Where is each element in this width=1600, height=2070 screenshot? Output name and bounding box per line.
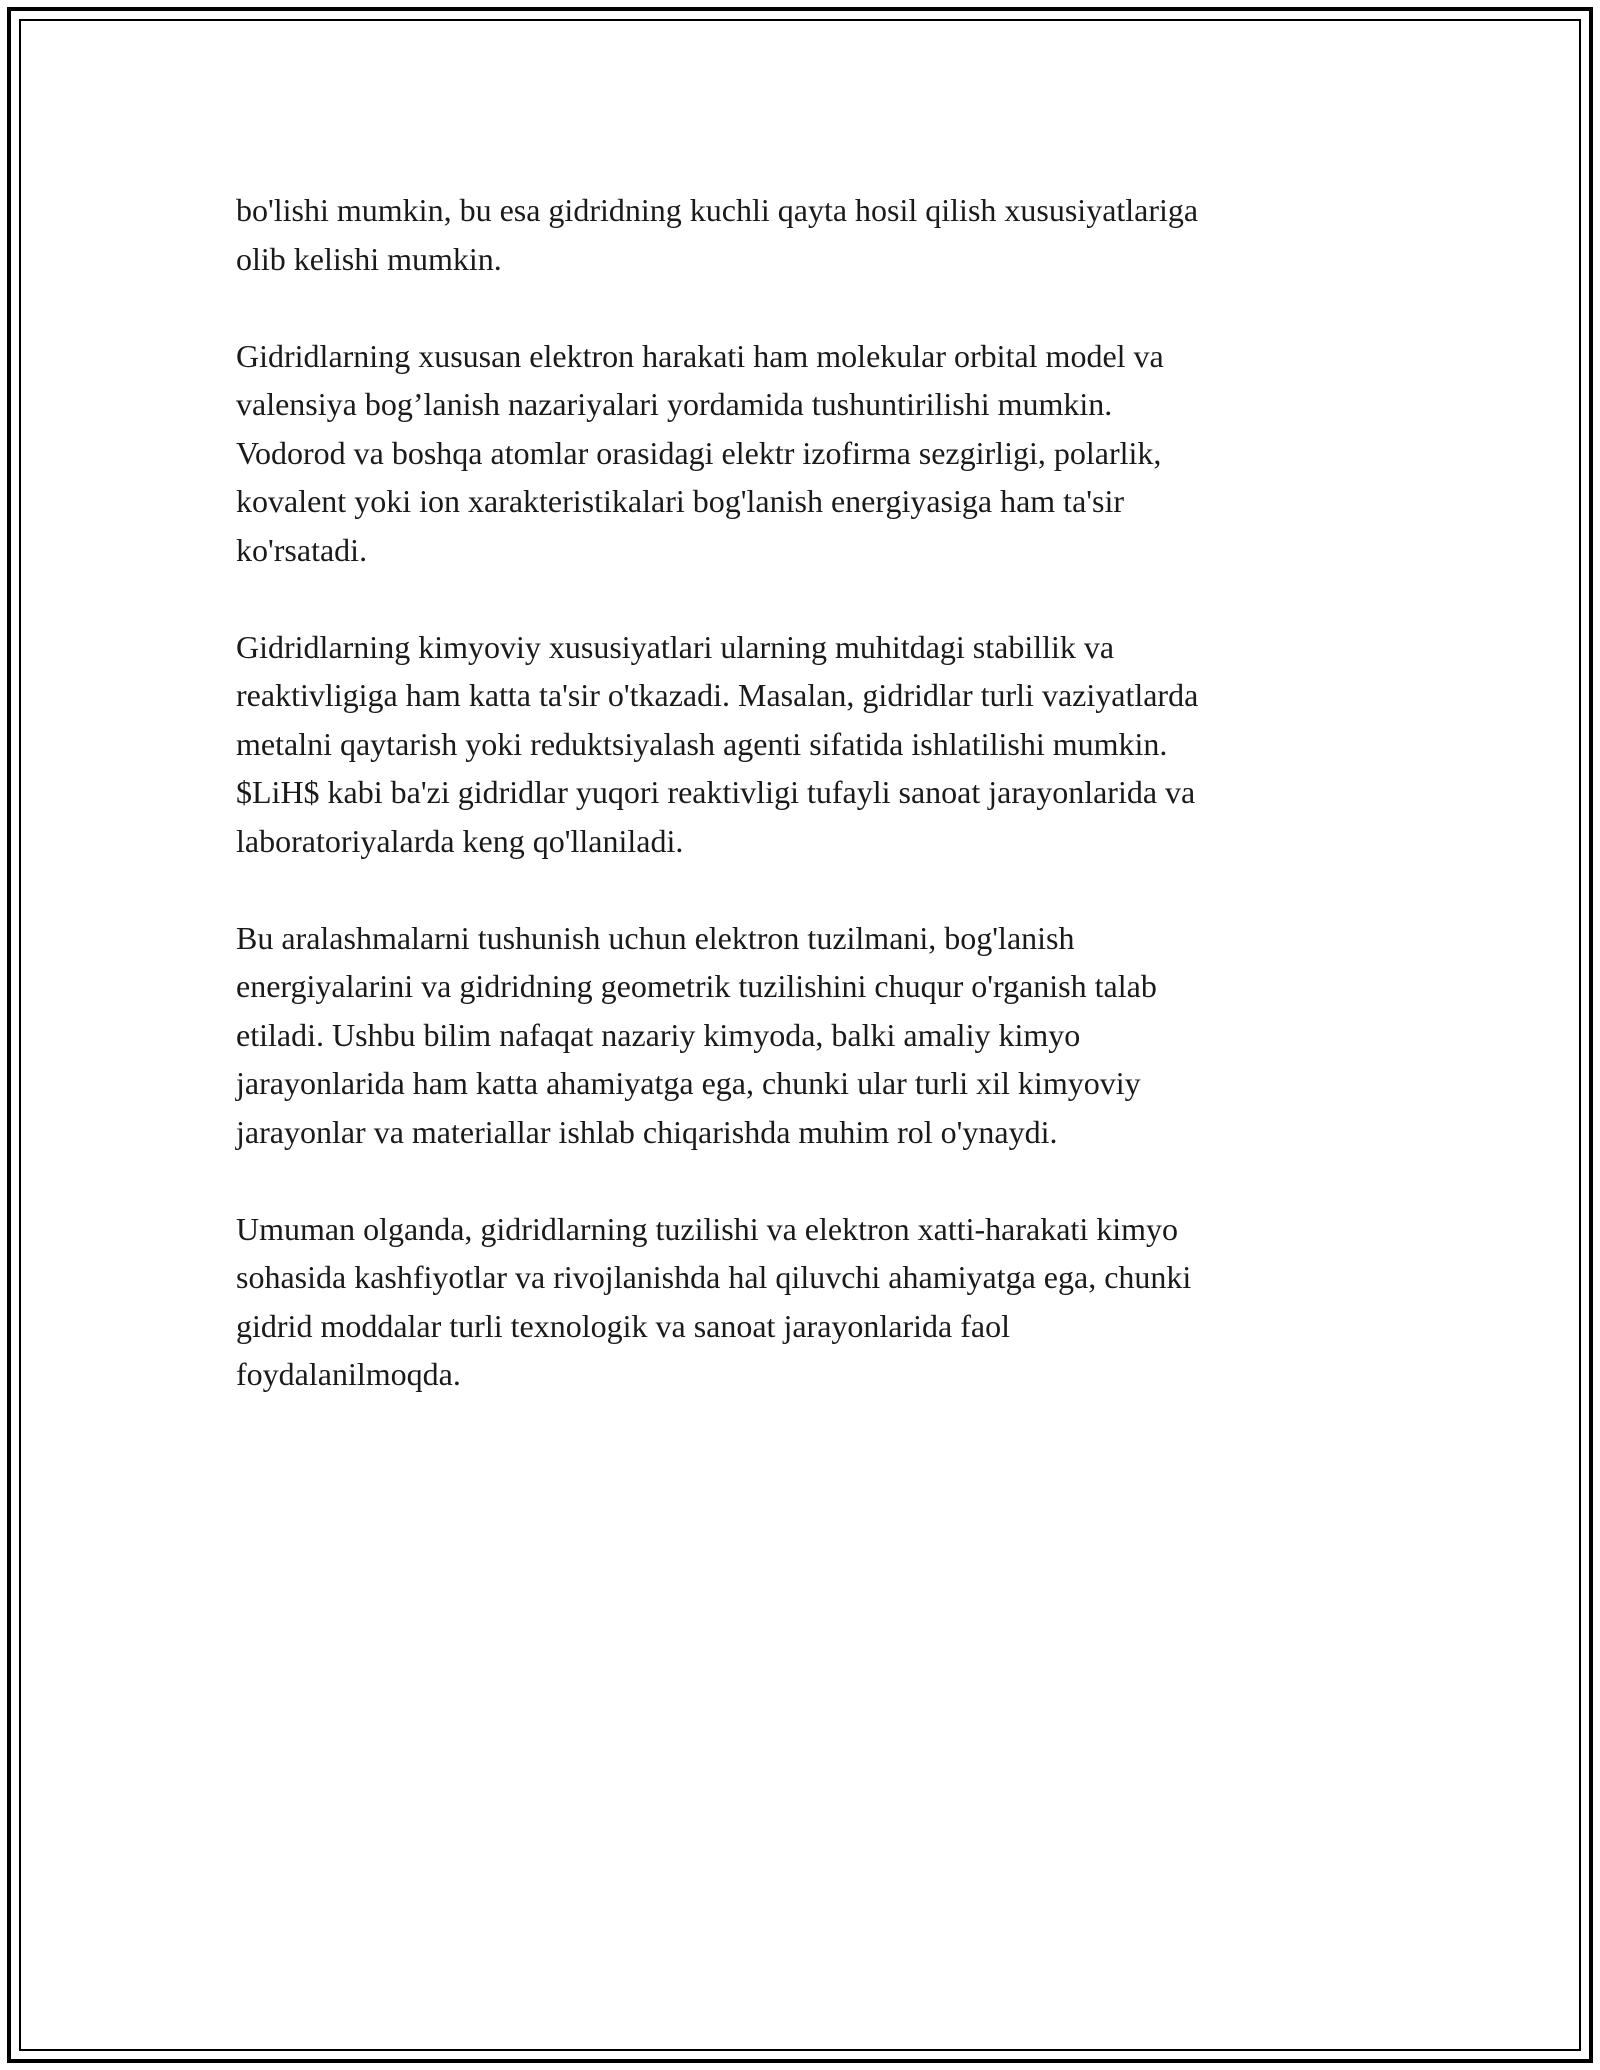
paragraph: Bu aralashmalarni tushunish uchun elektron tuzilmani, bog'lanish energiyalarini va gidridning geometrik tuzilishini chuqur o'rganish talab etiladi. Ushbu bilim nafaqat nazariy kimyoda, balki amaliy kimyo jarayonlarida ham katta ahamiyatga ega, chunki ular turli xil kimyoviy jarayonlar va materiallar ishlab chiqarishda muhim rol o'ynaydi. (236, 919, 1157, 1150)
paragraph: Gidridlarning kimyoviy xususiyatlari ularning muhitdagi stabillik va reaktivligiga ham katta ta'sir o'tkazadi. Masalan, gidridlar turli vaziyatlarda metalni qaytarish yoki reduktsiyalash agenti sifatida ishlatilishi mumkin. $LiH$ kabi ba'zi gidridlar yuqori reaktivligi tufayli sanoat jarayonlarida va laboratoriyalarda keng qo'llaniladi. (236, 628, 1199, 859)
document-body (236, 186, 1366, 1447)
paragraph: bo'lishi mumkin, bu esa gidridning kuchli qayta hosil qilish xususiyatlariga olib kelishi mumkin. (236, 192, 1199, 277)
paragraph: Gidridlarning xususan elektron harakati ham molekular orbital model va valensiya bog’lanish nazariyalari yordamida tushuntirilishi mumkin. Vodorod va boshqa atomlar orasidagi elektr izofirma sezgirligi, polarlik, kovalent yoki ion xarakteristikalari bog'lanish energiyasiga ham ta'sir ko'rsatadi. (236, 337, 1164, 568)
paragraph: Umuman olganda, gidridlarning tuzilishi va elektron xatti-harakati kimyo sohasida kashfiyotlar va rivojlanishda hal qiluvchi ahamiyatga ega, chunki gidrid moddalar turli texnologik va sanoat jarayonlarida faol foydalanilmoqda. (236, 1210, 1192, 1392)
